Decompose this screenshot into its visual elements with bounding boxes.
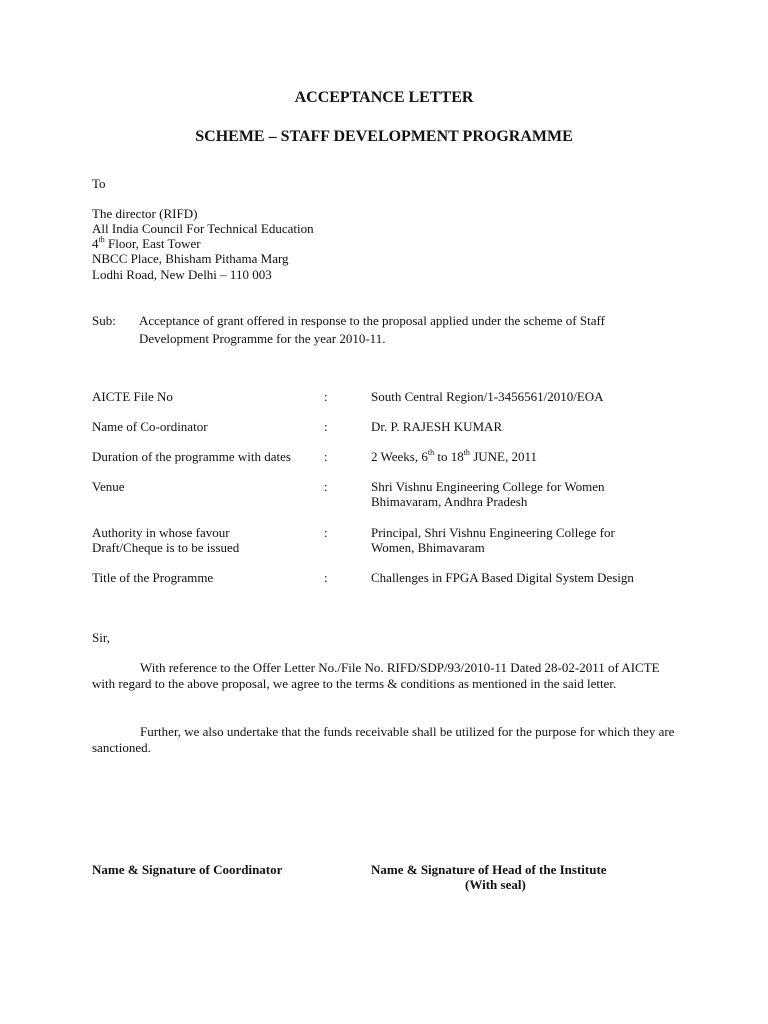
duration-text: JUNE, 2011 [469,449,537,464]
address-line: All India Council For Technical Education [92,221,314,236]
detail-label: Duration of the programme with dates [92,449,291,464]
detail-value: Challenges in FPGA Based Digital System Design [371,570,634,585]
detail-separator: : [324,479,328,494]
address-line: Lodhi Road, New Delhi – 110 003 [92,267,272,282]
detail-separator: : [324,389,328,404]
ordinal-suffix: th [98,235,105,244]
detail-label: Authority in whose favour [92,525,230,540]
detail-value [371,449,537,465]
ordinal-suffix: th [463,448,470,457]
address-line: NBCC Place, Bhisham Pithama Marg [92,251,289,266]
salutation: Sir, [92,630,110,645]
floor-number: 4 [92,236,99,251]
coordinator-signature-label: Name & Signature of Coordinator [92,862,283,877]
body-paragraph: With reference to the Offer Letter No./File No. RIFD/SDP/93/2010-11 Dated 28-02-2011 of AICTE with regard to the above proposal, we agree to the terms & conditions as mentioned in the said letter. [92,660,660,691]
detail-label: Title of the Programme [92,570,214,585]
floor-text: Floor, East Tower [104,236,201,251]
detail-label: Name of Co-ordinator [92,419,208,434]
head-signature-label: Name & Signature of Head of the Institute [371,862,607,877]
body-paragraph: Further, we also undertake that the funds receivable shall be utilized for the purpose for which they are sanctioned. [92,724,675,755]
subject-text: Development Programme for the year 2010-11. [139,331,386,346]
detail-value: Principal, Shri Vishnu Engineering College for [371,525,615,540]
detail-label: Draft/Cheque is to be issued [92,540,240,555]
address-line [92,236,201,252]
seal-note: (With seal) [465,877,526,892]
detail-value: Bhimavaram, Andhra Pradesh [371,494,528,509]
detail-separator: : [324,419,328,434]
letter-title: ACCEPTANCE LETTER [294,89,474,106]
ordinal-suffix: th [427,448,435,457]
detail-value: Women, Bhimavaram [371,540,485,555]
detail-separator: : [324,525,328,540]
duration-text: 2 Weeks, 6 [371,449,428,464]
detail-label: AICTE File No [92,389,173,404]
letter-subtitle: SCHEME – STAFF DEVELOPMENT PROGRAMME [195,128,573,145]
duration-text: to 18 [434,449,464,464]
address-to: To [92,176,106,191]
detail-label: Venue [92,479,125,494]
subject-text: Acceptance of grant offered in response to the proposal applied under the scheme of Staff [139,313,605,328]
address-line: The director (RIFD) [92,206,198,221]
detail-separator: : [324,570,328,585]
detail-value: Shri Vishnu Engineering College for Women [371,479,605,494]
detail-separator: : [324,449,328,464]
detail-value: South Central Region/1-3456561/2010/EOA [371,389,604,404]
subject-label: Sub: [92,313,116,328]
detail-value: Dr. P. RAJESH KUMAR [371,419,503,434]
